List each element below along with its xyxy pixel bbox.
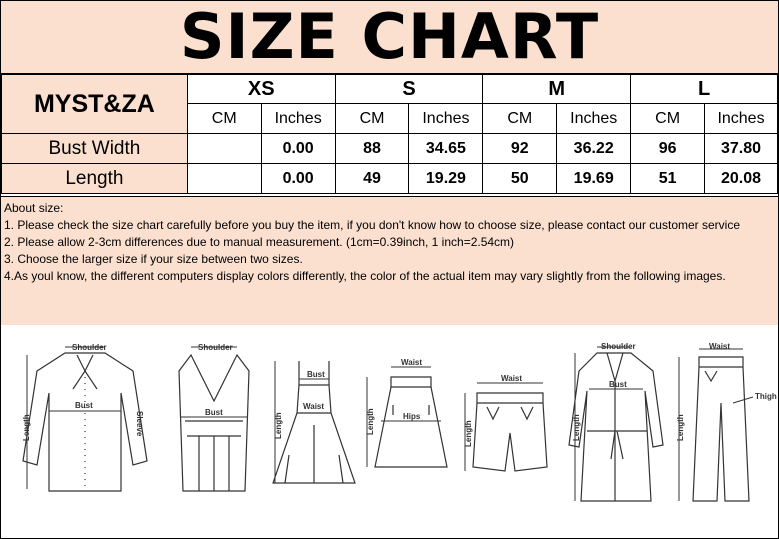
unit-header: Inches — [409, 104, 483, 134]
size-notes — [1, 196, 778, 331]
table-cell: 19.29 — [409, 164, 483, 194]
table-cell: 34.65 — [409, 134, 483, 164]
length-label: Length — [22, 414, 31, 441]
table-row — [2, 164, 778, 194]
length-label: Length — [274, 412, 283, 439]
shoulder-label: Shoulder — [72, 343, 107, 352]
measurement-diagrams — [1, 325, 778, 538]
unit-header: CM — [187, 104, 261, 134]
size-header-m: M — [483, 75, 631, 104]
sleeve-label: Sleeve — [135, 411, 144, 437]
note-item: 3. Choose the larger size if your size between two sizes. — [4, 252, 303, 266]
title-banner — [1, 1, 778, 74]
length-label: Length — [464, 420, 473, 447]
length-label: Length — [676, 414, 685, 441]
size-table — [1, 74, 778, 194]
note-item: 1. Please check the size chart carefully before you buy the item, if you don't know how to choose size, please contact our customer service — [4, 218, 741, 232]
table-row — [2, 134, 778, 164]
brand-name: MYST&ZA — [2, 75, 188, 134]
table-cell: 88 — [335, 134, 409, 164]
size-header-xs: XS — [187, 75, 335, 104]
table-cell: 20.08 — [705, 164, 778, 194]
table-cell — [187, 134, 261, 164]
waist-label: Waist — [401, 358, 423, 367]
table-cell: 19.69 — [557, 164, 631, 194]
unit-header: Inches — [557, 104, 631, 134]
table-cell: 96 — [631, 134, 705, 164]
note-item: 4.As youl know, the different computers display colors differently, the color of the actual item may vary slightly from the following images. — [4, 269, 726, 283]
trousers-diagram — [669, 341, 779, 511]
table-cell: 49 — [335, 164, 409, 194]
table-cell: 50 — [483, 164, 557, 194]
bust-label: Bust — [307, 370, 325, 379]
waist-label: Waist — [501, 374, 523, 383]
unit-header: Inches — [261, 104, 335, 134]
size-header-s: S — [335, 75, 483, 104]
page-title: SIZE CHART — [179, 0, 600, 73]
bust-label: Bust — [205, 408, 223, 417]
unit-header: CM — [631, 104, 705, 134]
table-cell: 0.00 — [261, 164, 335, 194]
row-label-length: Length — [2, 164, 188, 194]
bust-label: Bust — [75, 401, 93, 410]
unit-header: CM — [483, 104, 557, 134]
waist-label: Waist — [709, 342, 731, 351]
row-label-bust-width: Bust Width — [2, 134, 188, 164]
size-header-l: L — [631, 75, 778, 104]
waist-label: Waist — [303, 402, 325, 411]
hips-label: Hips — [403, 412, 421, 421]
shoulder-label: Shoulder — [601, 342, 636, 351]
shoulder-label: Shoulder — [198, 343, 233, 352]
table-cell — [187, 164, 261, 194]
blouse-diagram — [15, 341, 155, 501]
bust-label: Bust — [609, 380, 627, 389]
table-cell: 36.22 — [557, 134, 631, 164]
dress-diagram — [269, 355, 359, 495]
table-cell: 92 — [483, 134, 557, 164]
thigh-label: Thigh — [755, 392, 777, 401]
tank-top-diagram — [169, 341, 259, 501]
notes-heading: About size: — [4, 201, 64, 215]
table-cell: 0.00 — [261, 134, 335, 164]
skirt-diagram — [363, 355, 453, 495]
unit-header: CM — [335, 104, 409, 134]
note-item: 2. Please allow 2-3cm differences due to manual measurement. (1cm=0.39inch, 1 inch=2.54cm) — [4, 235, 515, 249]
table-cell: 37.80 — [705, 134, 778, 164]
length-label: Length — [366, 408, 375, 435]
coat-diagram — [567, 341, 667, 511]
table-cell: 51 — [631, 164, 705, 194]
length-label: Length — [572, 414, 581, 441]
unit-header: Inches — [705, 104, 778, 134]
shorts-diagram — [459, 371, 559, 481]
